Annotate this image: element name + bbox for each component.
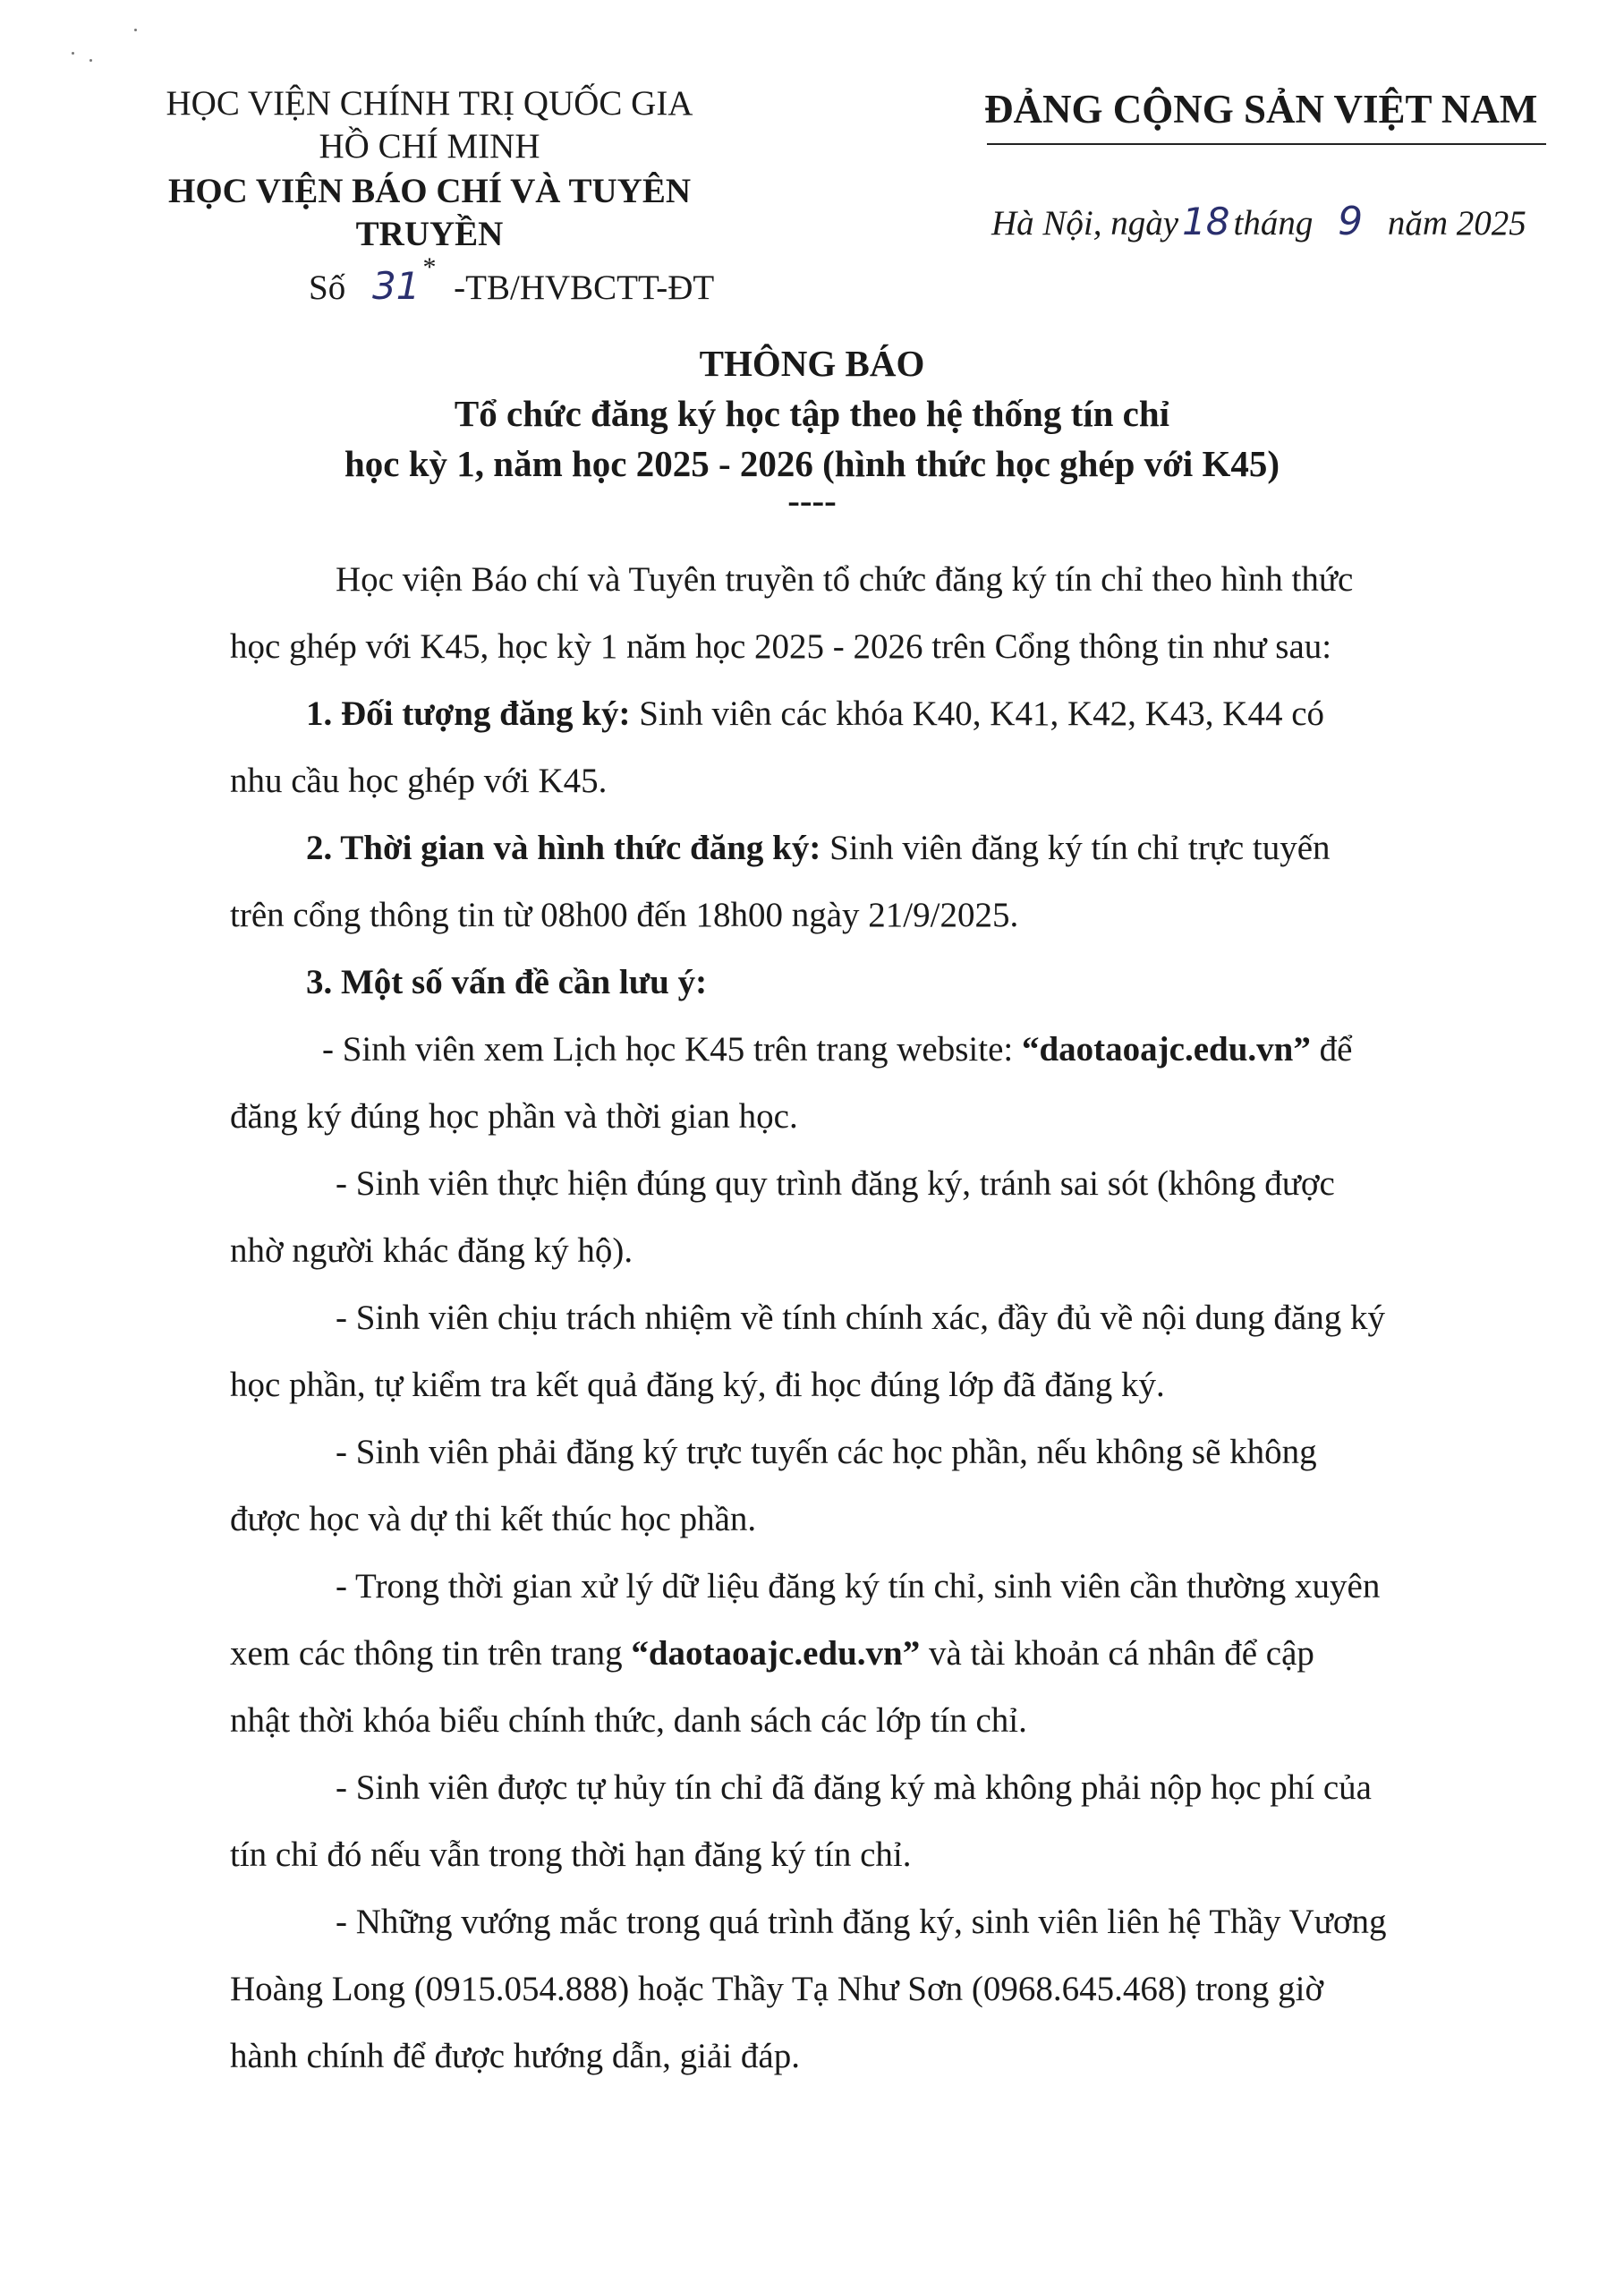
date-month: 9 (1338, 199, 1364, 244)
section-1-text-cont: nhu cầu học ghép với K45. (230, 762, 608, 800)
section-2 (0, 814, 1624, 949)
note-6-text: - Sinh viên được tự hủy tín chỉ đã đăng ký mà không phải nộp học phí của (336, 1768, 1372, 1807)
date-month-label: tháng (1233, 204, 1314, 243)
note-item (0, 1284, 1624, 1418)
doc-title (0, 338, 1624, 521)
note-item (0, 1418, 1624, 1553)
org-parent-line1: HỌC VIỆN CHÍNH TRỊ QUỐC GIA (166, 84, 693, 123)
section-1 (0, 680, 1624, 814)
note-6-text-cont: tín chỉ đó nếu vẫn trong thời hạn đăng ký tín chỉ. (230, 1835, 912, 1874)
issue-date (991, 195, 1526, 251)
number-prefix: Số (309, 268, 346, 307)
note-5-text-end: nhật thời khóa biểu chính thức, danh sách các lớp tín chỉ. (230, 1701, 1027, 1740)
date-day: 18 (1182, 200, 1230, 243)
note-5-text: - Trong thời gian xử lý dữ liệu đăng ký tín chỉ, sinh viên cần thường xuyên (336, 1567, 1381, 1605)
scan-speck (72, 52, 74, 55)
note-item (0, 1553, 1624, 1754)
website-link: “daotaoajc.edu.vn” (631, 1634, 921, 1673)
website-link: “daotaoajc.edu.vn” (1021, 1030, 1311, 1069)
note-7-text-end: hành chính để được hướng dẫn, giải đáp. (230, 2037, 800, 2075)
note-item (0, 1016, 1624, 1150)
document-number (309, 260, 714, 315)
org-star: * (422, 252, 437, 282)
party-name: ĐẢNG CỘNG SẢN VIỆT NAM (984, 87, 1538, 132)
title-subtitle-line1: Tổ chức đăng ký học tập theo hệ thống tín chỉ (454, 393, 1170, 434)
note-5-text-tail: và tài khoản cá nhân để cập (920, 1634, 1314, 1673)
note-2-text: - Sinh viên thực hiện đúng quy trình đăng ký, tránh sai sót (không được (336, 1164, 1335, 1203)
intro-line2: học ghép với K45, học kỳ 1 năm học 2025 - 2026 trên Cổng thông tin như sau: (230, 627, 1332, 666)
note-1-text-tail: để (1310, 1030, 1353, 1069)
date-place: Hà Nội, ngày (991, 204, 1179, 243)
note-1-text: - Sinh viên xem Lịch học K45 trên trang website: (322, 1030, 1022, 1069)
title-heading: THÔNG BÁO (699, 343, 925, 384)
intro-paragraph (0, 546, 1624, 680)
title-rule: ---- (787, 480, 837, 521)
note-4-text: - Sinh viên phải đăng ký trực tuyến các học phần, nếu không sẽ không (336, 1433, 1317, 1471)
note-5-text-cont: xem các thông tin trên trang (230, 1634, 632, 1673)
note-1-text-cont: đăng ký đúng học phần và thời gian học. (230, 1097, 798, 1136)
section-2-text: Sinh viên đăng ký tín chỉ trực tuyến (821, 829, 1331, 867)
note-list (0, 1016, 1624, 2090)
date-year: năm 2025 (1387, 204, 1526, 243)
number-handwritten: 31 (371, 264, 421, 308)
section-2-text-cont: trên cổng thông tin từ 08h00 đến 18h00 ngày 21/9/2025. (230, 896, 1019, 934)
scan-speck (89, 59, 92, 62)
number-suffix: -TB/HVBCTT-ĐT (454, 268, 715, 307)
section-3-label: 3. Một số vấn đề cần lưu ý: (306, 963, 708, 1001)
document-body (0, 546, 1624, 2090)
title-subtitle-line2: học kỳ 1, năm học 2025 - 2026 (hình thức học ghép với K45) (344, 443, 1280, 484)
note-item (0, 1754, 1624, 1888)
note-3-text-cont: học phần, tự kiểm tra kết quả đăng ký, đi học đúng lớp đã đăng ký. (230, 1366, 1165, 1404)
intro-line1: Học viện Báo chí và Tuyên truyền tổ chức đăng ký tín chỉ theo hình thức (336, 560, 1354, 599)
org-parent-line2: HỒ CHÍ MINH (319, 127, 540, 166)
note-2-text-cont: nhờ người khác đăng ký hộ). (230, 1231, 633, 1270)
note-item (0, 1150, 1624, 1284)
section-1-label: 1. Đối tượng đăng ký: (306, 694, 631, 733)
issuing-organization (98, 82, 761, 282)
note-3-text: - Sinh viên chịu trách nhiệm về tính chính xác, đầy đủ về nội dung đăng ký (336, 1299, 1385, 1337)
note-7-text-cont: Hoàng Long (0915.054.888) hoặc Thầy Tạ Như Sơn (0968.645.468) trong giờ (230, 1970, 1324, 2008)
org-name: HỌC VIỆN BÁO CHÍ VÀ TUYÊN TRUYỀN (167, 172, 692, 253)
scan-speck (134, 29, 137, 31)
note-4-text-cont: được học và dự thi kết thúc học phần. (230, 1500, 757, 1538)
note-item (0, 1888, 1624, 2090)
note-7-text: - Những vướng mắc trong quá trình đăng ký, sinh viên liên hệ Thầy Vương (336, 1903, 1387, 1941)
section-1-text: Sinh viên các khóa K40, K41, K42, K43, K44 có (630, 694, 1325, 733)
party-underline (987, 143, 1546, 145)
section-2-label: 2. Thời gian và hình thức đăng ký: (306, 829, 821, 867)
